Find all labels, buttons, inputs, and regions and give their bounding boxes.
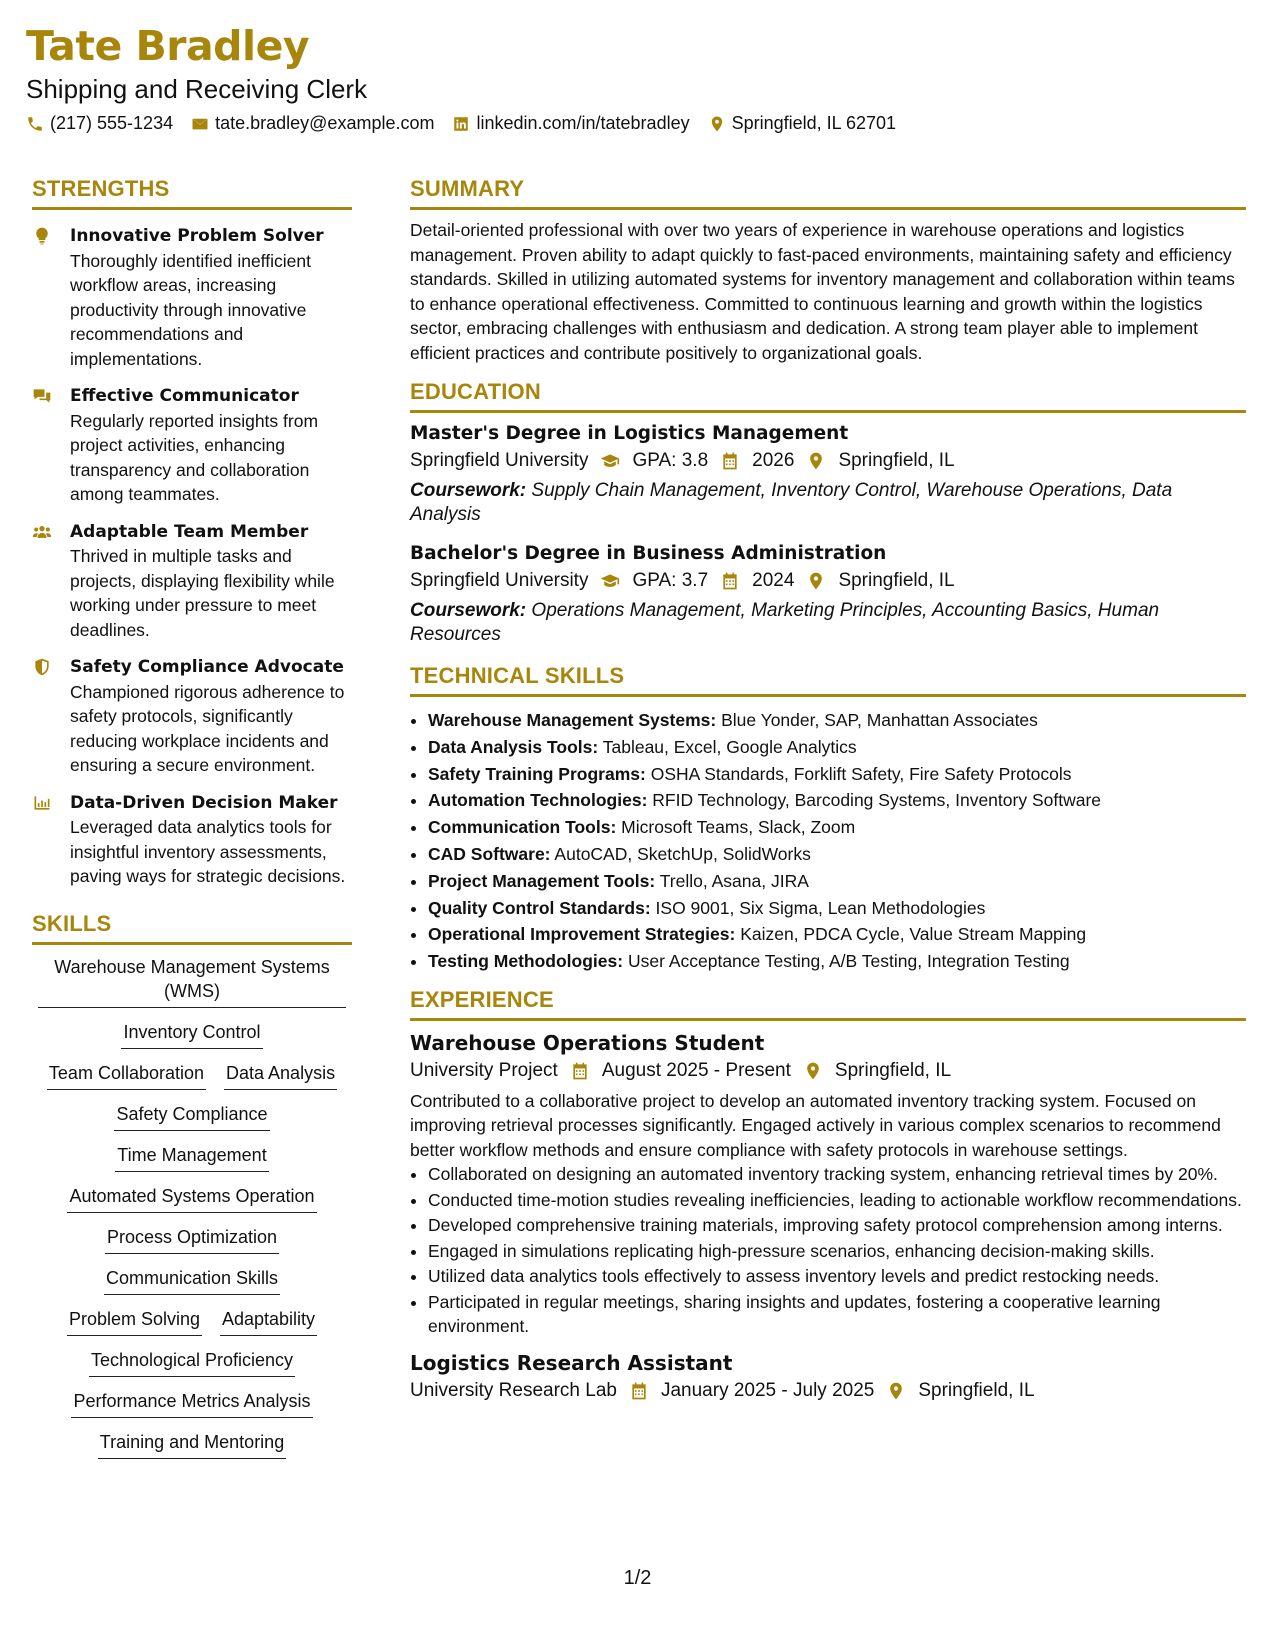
map-pin-icon — [803, 1061, 823, 1081]
technical-skill-item — [428, 707, 1246, 734]
skills-row — [32, 955, 352, 1008]
experience-meta — [410, 1060, 1246, 1082]
strength-item — [32, 224, 352, 371]
coursework-text: Operations Management, Marketing Principles, Accounting Basics, Human Resources — [410, 600, 1160, 645]
experience-description: Contributed to a collaborative project to develop an automated inventory tracking system. Focused on improving retrieval processes significantly. Engaged actively in various complex scenarios to recommend better workflow methods and ensure compliance with safety protocols in warehouse settings. — [410, 1090, 1221, 1160]
experience-location: Springfield, IL — [918, 1379, 1035, 1401]
right-column — [410, 176, 1246, 1414]
skill-tag: Safety Compliance — [114, 1102, 269, 1131]
coursework-text: Supply Chain Management, Inventory Control, Warehouse Operations, Data Analysis — [410, 480, 1173, 525]
technical-skill-value: Microsoft Teams, Slack, Zoom — [621, 817, 856, 838]
technical-skill-value: Kaizen, PDCA Cycle, Value Stream Mapping — [740, 924, 1087, 945]
school-name: Springfield University — [410, 450, 589, 471]
job-role-title: Warehouse Operations Student — [410, 1030, 765, 1055]
education-meta — [410, 450, 1246, 472]
calendar-icon — [629, 1381, 649, 1401]
strengths-heading: STRENGTHS — [32, 176, 352, 210]
gpa-text: GPA: 3.8 — [632, 450, 709, 471]
skills-row — [32, 1307, 352, 1336]
skill-tag: Warehouse Management Systems (WMS) — [38, 955, 346, 1008]
strength-title: Data-Driven Decision Maker — [70, 792, 338, 813]
experience-meta — [410, 1380, 1246, 1402]
technical-skill-item — [428, 734, 1246, 761]
technical-skill-label: Communication Tools: — [428, 817, 617, 838]
map-pin-icon — [708, 115, 726, 133]
strength-title: Safety Compliance Advocate — [70, 657, 344, 677]
degree-title: Bachelor's Degree in Business Administration — [410, 543, 887, 564]
calendar-icon — [570, 1061, 590, 1081]
coursework-label: Coursework: — [410, 600, 527, 621]
coursework — [410, 599, 1246, 647]
technical-skill-value: Tableau, Excel, Google Analytics — [602, 736, 857, 757]
skills-heading: SKILLS — [32, 911, 352, 945]
skills-row — [32, 1389, 352, 1418]
coursework — [410, 479, 1246, 527]
skills-row — [32, 1430, 352, 1459]
skill-tag: Automated Systems Operation — [67, 1184, 316, 1213]
lightbulb-icon — [32, 224, 70, 371]
education-heading: EDUCATION — [410, 379, 1246, 413]
bar-chart-icon — [32, 791, 70, 889]
job-role-title: Logistics Research Assistant — [410, 1350, 733, 1375]
summary-text: Detail-oriented professional with over two years of experience in warehouse operations and logistics management. Proven ability to adapt quickly to fast-paced environments, maintaining safety and efficiency standards. Skilled in utilizing automated systems for inventory management and collaboration within teams to enhance operational effectiveness. Committed to continuous learning and growth within the logistics sector, embracing challenges with enthusiasm and dedication. A strong team player able to implement efficient practices and contribute positively to organizational goals. — [410, 220, 1235, 363]
technical-skill-value: AutoCAD, SketchUp, SolidWorks — [554, 843, 811, 864]
email-text: tate.bradley@example.com — [215, 113, 435, 133]
skills-row — [32, 1184, 352, 1213]
technical-skill-label: CAD Software: — [428, 843, 551, 864]
contact-linkedin[interactable] — [452, 113, 689, 134]
skill-tag: Technological Proficiency — [89, 1348, 295, 1377]
experience-list — [410, 1031, 1246, 1402]
skills-row — [32, 1225, 352, 1254]
technical-skill-label: Safety Training Programs: — [428, 763, 646, 784]
envelope-icon — [191, 115, 209, 133]
education-meta — [410, 570, 1246, 592]
contact-phone[interactable] — [26, 113, 173, 134]
skills-row — [32, 1143, 352, 1172]
technical-skill-label: Automation Technologies: — [428, 790, 648, 811]
technical-skill-item — [428, 868, 1246, 895]
strength-text: Regularly reported insights from project activities, enhancing transparency and collaboration among teammates. — [70, 410, 319, 504]
experience-heading: EXPERIENCE — [410, 987, 1246, 1021]
education-location: Springfield, IL — [838, 570, 955, 591]
technical-skill-item — [428, 787, 1246, 814]
skill-tag: Problem Solving — [67, 1307, 202, 1336]
calendar-icon — [720, 571, 740, 591]
technical-skills-list — [410, 707, 1246, 975]
strength-text: Leveraged data analytics tools for insightful inventory assessments, paving ways for strategic decisions. — [70, 817, 346, 886]
graduation-cap-icon — [600, 571, 620, 591]
skill-tag: Inventory Control — [121, 1020, 262, 1049]
graduation-cap-icon — [600, 451, 620, 471]
technical-skill-value: ISO 9001, Six Sigma, Lean Methodologies — [655, 897, 986, 918]
strength-item — [32, 520, 352, 643]
skills-row — [32, 1020, 352, 1049]
achievement-list — [410, 1162, 1246, 1339]
skills-row — [32, 1348, 352, 1377]
technical-skill-item — [428, 841, 1246, 868]
strength-title: Adaptable Team Member — [70, 521, 309, 542]
phone-text: (217) 555-1234 — [50, 113, 174, 133]
skill-tag: Process Optimization — [105, 1225, 279, 1254]
strength-text: Championed rigorous adherence to safety protocols, significantly reducing workplace incidents and ensuring a secure environment. — [70, 681, 345, 775]
page-number: 1/2 — [623, 1567, 652, 1589]
skill-tag: Training and Mentoring — [98, 1430, 286, 1459]
technical-skill-label: Quality Control Standards: — [428, 897, 651, 918]
location-text: Springfield, IL 62701 — [731, 113, 897, 133]
technical-skill-item — [428, 895, 1246, 922]
skills-row — [32, 1102, 352, 1131]
skill-tag: Data Analysis — [224, 1061, 337, 1090]
strength-title: Innovative Problem Solver — [70, 226, 324, 246]
skill-tag: Adaptability — [220, 1307, 317, 1336]
technical-skill-label: Project Management Tools: — [428, 870, 656, 891]
job-title: Shipping and Receiving Clerk — [26, 74, 368, 104]
technical-skill-label: Testing Methodologies: — [428, 951, 624, 972]
linkedin-text: linkedin.com/in/tatebradley — [476, 113, 690, 133]
skill-tag: Time Management — [115, 1143, 268, 1172]
achievement-item: • Engaged in simulations replicating high-pressure scenarios, enhancing decision-making skills. — [428, 1239, 1246, 1264]
graduation-year: 2024 — [752, 570, 795, 591]
technical-skill-value: Trello, Asana, JIRA — [659, 870, 809, 891]
map-pin-icon — [806, 451, 826, 471]
skill-tag: Communication Skills — [104, 1266, 280, 1295]
skills-row — [32, 1266, 352, 1295]
contact-location — [708, 113, 896, 134]
skills-row — [32, 1061, 352, 1090]
technical-skill-item — [428, 948, 1246, 975]
strength-item — [32, 655, 352, 778]
comments-icon — [32, 384, 70, 507]
achievement-item: • Collaborated on designing an automated inventory tracking system, enhancing retrieval times by 20%. — [428, 1162, 1246, 1187]
technical-skill-item — [428, 761, 1246, 788]
gpa-text: GPA: 3.7 — [632, 570, 709, 591]
skills-list — [32, 955, 352, 1459]
technical-skill-value: User Acceptance Testing, A/B Testing, Integration Testing — [627, 951, 1070, 972]
technical-skill-value: RFID Technology, Barcoding Systems, Inventory Software — [652, 790, 1102, 811]
achievement-item: • Conducted time-motion studies revealing inefficiencies, leading to actionable workflow recommendations. — [428, 1188, 1246, 1213]
organization-name: University Project — [410, 1059, 558, 1081]
contact-bar — [26, 113, 896, 134]
linkedin-icon — [452, 115, 470, 133]
achievement-item: • Developed comprehensive training materials, improving safety protocol comprehension among interns. — [428, 1213, 1246, 1238]
technical-skill-value: OSHA Standards, Forklift Safety, Fire Safety Protocols — [650, 763, 1072, 784]
users-icon — [32, 520, 70, 643]
technical-skills-heading: TECHNICAL SKILLS — [410, 663, 1246, 697]
technical-skill-value: Blue Yonder, SAP, Manhattan Associates — [721, 710, 1038, 730]
technical-skill-label: Data Analysis Tools: — [428, 736, 599, 757]
graduation-year: 2026 — [752, 450, 795, 471]
technical-skill-label: Warehouse Management Systems: — [428, 710, 717, 730]
map-pin-icon — [806, 571, 826, 591]
technical-skill-item — [428, 921, 1246, 948]
technical-skill-label: Operational Improvement Strategies: — [428, 924, 736, 945]
summary-heading: SUMMARY — [410, 176, 1246, 210]
achievement-item: • Participated in regular meetings, sharing insights and updates, fostering a cooperative learning environment. — [428, 1290, 1246, 1339]
education-list — [410, 423, 1246, 647]
skill-tag: Performance Metrics Analysis — [71, 1389, 312, 1418]
date-range: January 2025 - July 2025 — [660, 1379, 875, 1401]
experience-entry — [410, 1031, 1246, 1339]
experience-entry — [410, 1351, 1246, 1402]
map-pin-icon — [886, 1381, 906, 1401]
strength-item — [32, 791, 352, 889]
school-name: Springfield University — [410, 570, 589, 591]
strength-title: Effective Communicator — [70, 386, 299, 406]
strength-text: Thoroughly identified inefficient workflow areas, increasing productivity through innovative recommendations and implementations. — [70, 250, 311, 369]
phone-icon — [26, 115, 44, 133]
calendar-icon — [720, 451, 740, 471]
experience-location: Springfield, IL — [834, 1059, 952, 1081]
skill-tag: Team Collaboration — [47, 1061, 206, 1090]
date-range: August 2025 - Present — [601, 1059, 791, 1081]
organization-name: University Research Lab — [410, 1379, 617, 1401]
technical-skill-item — [428, 814, 1246, 841]
strength-text: Thrived in multiple tasks and projects, displaying flexibility while working under pressure to meet deadlines. — [70, 546, 335, 640]
education-location: Springfield, IL — [838, 450, 955, 471]
education-entry — [410, 423, 1246, 527]
achievement-item: • Utilized data analytics tools effectively to assess inventory levels and predict restocking needs. — [428, 1264, 1246, 1289]
degree-title: Master's Degree in Logistics Management — [410, 423, 849, 444]
contact-email[interactable] — [191, 113, 434, 134]
strength-item — [32, 384, 352, 507]
left-column — [32, 176, 352, 1471]
shield-icon — [32, 655, 70, 778]
candidate-name: Tate Bradley — [26, 22, 310, 70]
education-entry — [410, 543, 1246, 647]
coursework-label: Coursework: — [410, 480, 527, 501]
